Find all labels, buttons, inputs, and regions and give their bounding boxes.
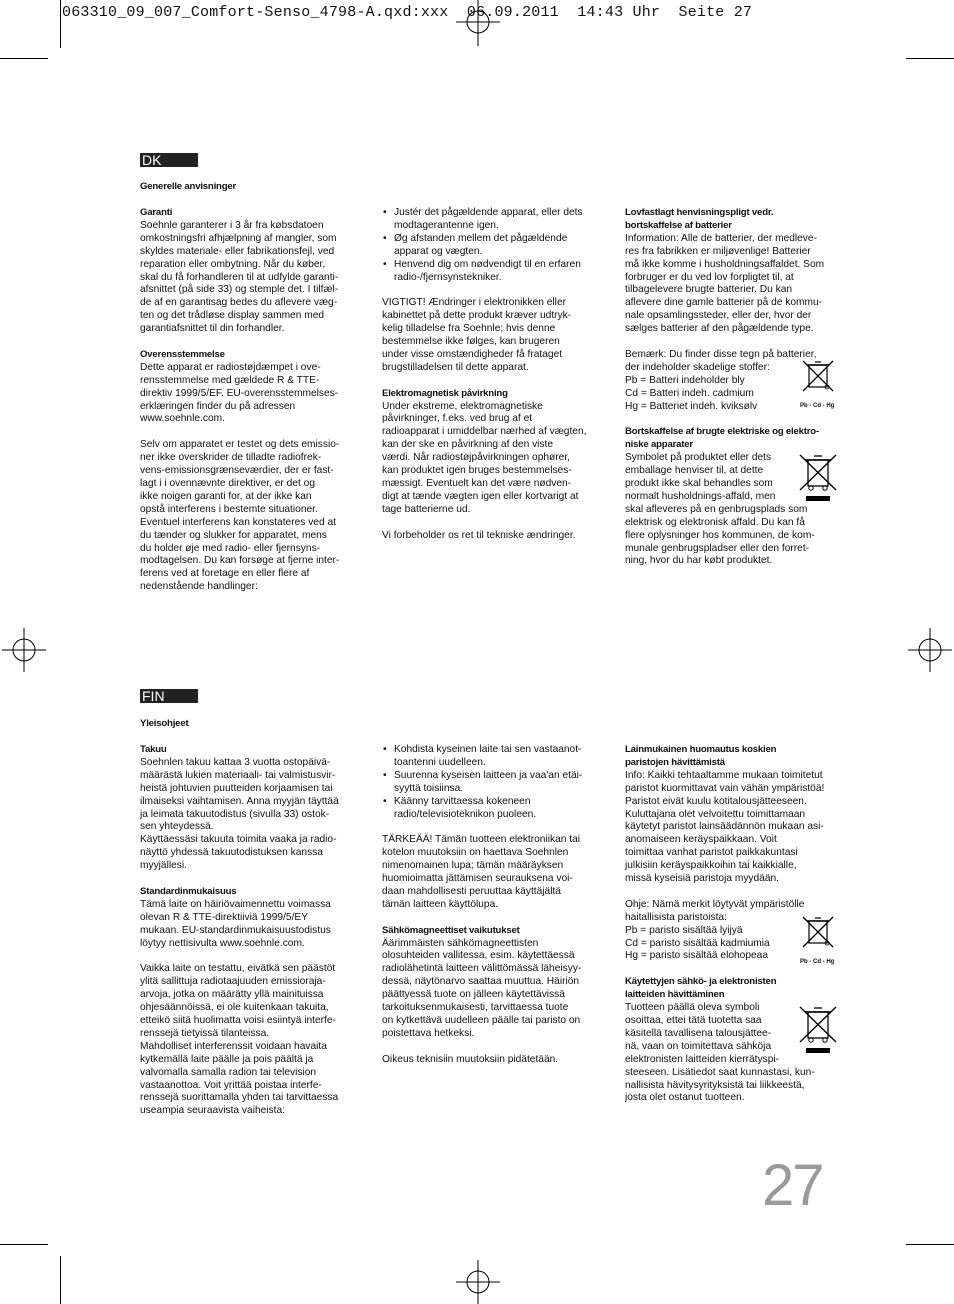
text-line: Pb = Batteri indeholder bly	[625, 374, 745, 386]
text-line: kelig tilladelse fra Soehnle; hvis denne	[382, 323, 556, 335]
registration-mark-bottom	[452, 1258, 504, 1304]
registration-mark-left	[0, 626, 48, 674]
text-line: useampia seuraavista vaiheista:	[140, 1105, 285, 1117]
text-line: Kuluttajana olet velvoitettu toimittamaan	[625, 808, 806, 820]
text-line: nale opsamlingssteder, eller der, hvor der	[625, 310, 812, 322]
text-line: määrästä lukien materiaali- tai valmistusvir-	[140, 769, 336, 781]
text-line: Selv om apparatet er testet og dets emissio-	[140, 439, 340, 451]
text-line: ohjesäännöissä, ei ole kuitenkaan takuita,	[140, 1002, 329, 1014]
crop-mark	[0, 1244, 48, 1245]
text-line: der indeholder skadelige stoffer:	[625, 361, 770, 373]
text-line: steeseen. Lisätiedot saat kunnastasi, kun-	[625, 1066, 815, 1078]
text-line: olosuhteiden vallitessa, esim. käytettäessä	[382, 950, 575, 962]
paragraph-garanti	[140, 220, 356, 336]
registration-mark-right	[906, 626, 954, 674]
crop-mark	[60, 1256, 61, 1304]
text-line: niske apparater	[625, 439, 693, 451]
text-line: ten og det trådløse display sammen med	[140, 310, 325, 322]
text-line: valvomalla samalla radion tai television	[140, 1066, 317, 1078]
heading-standardinmukaisuus: Standardinmukaisuus	[140, 885, 237, 897]
text-line: Symbolet på produktet eller dets	[625, 452, 772, 464]
paragraph-tarkeaa	[382, 834, 598, 911]
text-line: tarkoituksenmukaisesti, tarvittaessa tuote	[382, 1002, 569, 1014]
dk-column-1	[140, 207, 356, 594]
text-line: www.soehnle.com.	[140, 413, 225, 425]
text-line: Paristot eivät kuulu kotitalousjätteeseen.	[625, 795, 807, 807]
text-line: nimenomainen lupa; tämän määräyksen	[382, 860, 564, 872]
fin-column-1	[140, 744, 356, 1118]
text-line: skyldes materiale- eller fabrikationsfejl, ved	[140, 245, 335, 257]
text-line: TÄRKEÄÄ! Tämän tuotteen elektroniikan tai	[382, 834, 581, 846]
text-line: skal du få forhandleren til at udfylde garanti-	[140, 271, 339, 283]
text-line: löytyy nettisivulta www.soehnle.com.	[140, 937, 305, 949]
text-line: arvoja, jotka on määrätty yllä mainituissa	[140, 989, 324, 1001]
paragraph-lainmukainen	[625, 770, 841, 886]
text-line: mæssigt. Eventuelt kan det være nødven-	[382, 478, 572, 489]
text-line: de af en garantisag bedes du aflevere væg-	[140, 297, 338, 309]
paragraph-kaytettyjen-b	[625, 1054, 841, 1106]
text-line: osoittaa, ettei tätä tuotetta saa	[625, 1015, 762, 1026]
heading-lainmukainen	[625, 744, 841, 770]
text-line: ylitä sallittuja radiotaajuuden emissioraja-	[140, 976, 326, 988]
fin-column-2	[382, 744, 598, 1067]
section-title: Yleisohjeet	[140, 718, 189, 729]
text-line: tämän laitteen käyttölupa.	[382, 898, 499, 910]
heading-kaytettyjen	[625, 976, 841, 1002]
heading-bortskaffelse	[625, 426, 841, 452]
text-line: kotelon muutoksiin on haettava Soehnlen	[382, 847, 569, 859]
weee-bin-icon	[797, 1004, 839, 1056]
paragraph-forbehold: Vi forbeholder os ret til tekniske ændringer.	[382, 529, 576, 541]
text-line: Lainmukainen huomautus koskien	[625, 744, 777, 755]
heading-elektromagnetisk: Elektromagnetisk påvirkning	[382, 387, 508, 399]
text-line: Cd = Batteri indeh. cadmium	[625, 387, 754, 399]
text-line: Ohje: Nämä merkit löytyvät ympäristölle	[625, 898, 805, 910]
paragraph-interferenssi	[140, 963, 356, 1118]
heading-garanti: Garanti	[140, 207, 173, 218]
crop-mark	[60, 0, 61, 48]
text-line: on kytkettävä uudelleen päälle tai paristo on	[382, 1015, 581, 1026]
text-line: Lovfastlagt henvisningspligt vedr.	[625, 207, 774, 218]
text-line: laitteiden hävittäminen	[625, 989, 725, 1001]
text-line: produkt ikke skal behandles som	[625, 478, 773, 489]
text-line: julkisiin keräyspaikkoihin tai kaikkialle,	[625, 860, 797, 872]
text-line: Äärimmäisten sähkömagneettisten	[382, 937, 539, 949]
text-line: Tuotteen päällä oleva symboli	[625, 1002, 760, 1014]
section-title: Generelle anvisninger	[140, 181, 237, 192]
battery-chemical-label: Pb - Cd - Hg	[800, 402, 835, 409]
bullet-item	[382, 796, 598, 822]
bullet-line: modtagerantenne igen.	[394, 219, 499, 231]
text-line: elektrisk og elektronisk affald. Du kan få	[625, 516, 805, 528]
text-line: værdi. Når radiostøjpåvirkningen ophører,	[382, 452, 570, 464]
bullet-line: • Käänny tarvittaessa kokeneen	[394, 795, 531, 807]
text-line: lagt i i ovennævnte direktiver, er det og	[140, 478, 315, 489]
text-line: huomioimatta jättämisen seurauksena voi-	[382, 873, 573, 885]
text-line: Vaikka laite on testattu, eivätkä sen päästöt	[140, 963, 336, 975]
bullet-item	[382, 233, 598, 259]
text-line: Dette apparat er radiostøjdæmpet i ove-	[140, 361, 321, 373]
text-line: erklæringen finder du på adressen	[140, 400, 296, 412]
text-line: påvirkninger, f.eks. ved brug af et	[382, 413, 533, 425]
text-line: Pb = paristo sisältää lyijyä	[625, 924, 743, 936]
text-line: sen yhteydessä.	[140, 821, 214, 833]
text-line: VIGTIGT! Ændringer i elektronikken eller	[382, 297, 567, 309]
text-line: forbruger er du ved lov forpligtet til, at	[625, 271, 794, 283]
text-line: tage batterierne ud.	[382, 503, 471, 515]
bullet-line: • Suurenna kyseisen laitteen ja vaa'an etäi-	[394, 769, 583, 781]
text-line: modtagelsen. Du kan forsøge at fjerne inter-	[140, 555, 340, 567]
battery-bin-icon	[799, 915, 839, 961]
paragraph-oikeus: Oikeus teknisiin muutoksiin pidätetään.	[382, 1053, 559, 1065]
text-line: anomaiseen keräyspaikkaan. Voit	[625, 834, 777, 846]
dk-column-3	[625, 207, 841, 568]
heading-overensstemmelse: Overensstemmelse	[140, 348, 225, 360]
text-line: munale genbrugspladser eller den forret-	[625, 542, 810, 554]
crop-mark	[906, 1244, 954, 1245]
text-line: mukaan. EU-standardinmukaisuustodistus	[140, 924, 331, 936]
text-line: käsitellä tavallisena talousjättee-	[625, 1027, 772, 1039]
paragraph-sahkomagneettiset	[382, 938, 598, 1041]
text-line: Mahdolliset interferenssit voidaan havaita	[140, 1040, 327, 1052]
text-line: paristot kuormittavat vain vähän ympäristöä!	[625, 782, 825, 794]
text-line: renssejä tietyissä tilanteissa.	[140, 1027, 270, 1039]
text-line: elektronisten laitteiden kierrätyspi-	[625, 1053, 780, 1065]
text-line: Käyttäessäsi takuuta toimita vaaka ja radio-	[140, 834, 337, 846]
language-label-fin: FIN	[140, 689, 198, 703]
text-line: flere oplysninger hos kommunen, de kom-	[625, 529, 815, 541]
battery-chemical-label: Pb - Cd - Hg	[800, 958, 835, 965]
bullet-line: toantenni uudelleen.	[394, 756, 486, 768]
registration-mark-top	[452, 0, 504, 48]
text-line: Tämä laite on häiriövaimennettu voimassa	[140, 898, 331, 910]
crop-mark	[906, 58, 954, 59]
text-line: garantiafsnittet til din forhandler.	[140, 323, 285, 335]
text-line: missä kyseisiä paristoja myydään.	[625, 873, 780, 885]
text-line: Info: Kaikki tehtaaltamme mukaan toimitetut	[625, 769, 823, 781]
text-line: aflevere dine gamle batterier på de kommu-	[625, 297, 823, 309]
bullet-line: apparat og vægten.	[394, 245, 483, 257]
bullet-item	[382, 259, 598, 285]
bullet-item	[382, 207, 598, 233]
page-number: 27	[762, 1153, 823, 1218]
text-line: direktiv 1999/5/EF. EU-overensstemmelses-	[140, 387, 339, 399]
bullet-list	[382, 207, 598, 284]
text-line: Soehnlen takuu kattaa 3 vuotta ostopäivä-	[140, 756, 331, 768]
text-line: brugstilladelsen til dette apparat.	[382, 361, 529, 373]
text-line: etteikö siitä huolimatta voisi esiintyä interfe-	[140, 1015, 336, 1026]
crop-mark	[0, 58, 48, 59]
paragraph-lovfastlagt	[625, 233, 841, 336]
text-line: paristojen hävittämistä	[625, 756, 725, 768]
text-line: res fra fabrikken er miljøvenlige! Batterier	[625, 245, 811, 257]
text-line: reparation eller ombytning. Når du køber,	[140, 258, 326, 270]
text-line: Soehnle garanterer i 3 år fra købsdatoen	[140, 219, 324, 231]
text-line: radiolähetintä laitteen välittömässä läheisyy-	[382, 963, 582, 975]
text-line: Bortskaffelse af brugte elektriske og elektro-	[625, 426, 819, 438]
text-line: vastaanottoa. Voit yrittää poistaa interfe-	[140, 1079, 322, 1091]
text-line: Cd = paristo sisältää kadmiumia	[625, 937, 770, 949]
text-line: radioapparat i umiddelbar nærhed af vægten,	[382, 426, 587, 438]
text-line: vens-emissionsgrænseværdier, der er fast-	[140, 465, 334, 477]
text-line: renssejä suorittamalla yhden tai tarvittaessa	[140, 1092, 339, 1104]
text-line: rensstemmelse med gældede R & TTE-	[140, 374, 320, 386]
language-label-dk: DK	[140, 153, 198, 167]
text-line: afsnittet (på side 33) og stemple det. I tilfæl-	[140, 284, 339, 296]
text-line: kytkemällä laite päälle ja pois päältä ja	[140, 1053, 314, 1065]
text-line: poistettava hetkeksi.	[382, 1027, 475, 1039]
text-line: normalt husholdnings-affald, men	[625, 490, 776, 502]
text-line: olevan R & TTE-direktiiviä 1999/5/EY	[140, 911, 308, 923]
text-line: Hg = Batteriet indeh. kviksølv	[625, 400, 758, 412]
text-line: Under ekstreme, elektromagnetiske	[382, 400, 543, 412]
text-line: ja leimata takuutodistus (sivulla 33) ostok-	[140, 808, 330, 820]
heading-takuu: Takuu	[140, 744, 167, 755]
paragraph-overensstemmelse	[140, 362, 356, 427]
text-line: kan der ske en påvirkning af den viste	[382, 439, 554, 451]
bullet-line: • Henvend dig om nødvendigt til en erfaren	[394, 258, 581, 270]
text-line: digt at tænde vægten igen eller kortvarigt at	[382, 490, 579, 502]
weee-bin-icon	[797, 452, 839, 504]
text-line: kabinettet på dette produkt kræver udtryk-	[382, 310, 572, 322]
text-line: nallisista hävitysyrityksistä tai liikkeestä,	[625, 1079, 805, 1091]
text-line: Bemærk: Du finder disse tegn på batterier,	[625, 348, 817, 360]
text-line: daan mahdollisesti peruuttaa käyttäjältä	[382, 885, 561, 897]
heading-lovfastlagt	[625, 207, 841, 233]
text-line: omkostningsfri afhjælpning af mangler, som	[140, 232, 337, 244]
paragraph-vigtigt	[382, 297, 598, 374]
text-line: toimittaa vanhat paristot paikkakuntasi	[625, 847, 798, 859]
bullet-line: syyttä toisiinsa.	[394, 782, 464, 794]
text-line: sælges batterier af den pågældende type.	[625, 323, 814, 335]
heading-sahkomagneettiset: Sähkömagneettiset vaikutukset	[382, 924, 520, 936]
text-line: Information: Alle de batterier, der medleve-	[625, 232, 817, 244]
text-line: opstå interferens i bestemte situationer.	[140, 503, 318, 515]
text-line: josta olet ostanut tuotteen.	[625, 1092, 745, 1104]
text-line: ferens ved at foretage en eller flere af	[140, 568, 310, 580]
text-line: emballage henviser til, at dette	[625, 465, 764, 477]
text-line: nedenstående handlinger:	[140, 581, 258, 593]
text-line: du holder øje med radio- eller fjernsyns-	[140, 542, 321, 554]
text-line: heistä johtuvien puutteiden korjaamisen tai	[140, 782, 333, 794]
text-line: bestemmelse ikke følges, kan brugeren	[382, 336, 560, 348]
bullet-line: radio/televisioteknikon puoleen.	[394, 808, 537, 820]
text-line: Käytettyjen sähkö- ja elektronisten	[625, 976, 777, 988]
text-line: ner ikke overskrider de tilladte radiofrek-	[140, 452, 322, 464]
bullet-line: • Kohdista kyseinen laite tai sen vastaanot-	[394, 744, 582, 755]
paragraph-kaytettyjen-a	[625, 1002, 795, 1054]
text-line: haitallisista paristoista:	[625, 911, 727, 923]
bullet-list	[382, 744, 598, 821]
paragraph-bortskaffelse-b	[625, 504, 841, 569]
text-line: ning, hvor du har købt produktet.	[625, 555, 773, 567]
bullet-line: radio-/fjernsynstekniker.	[394, 271, 502, 283]
text-line: ilmaiseksi vaihtamisen. Anna myyjän täyttää	[140, 795, 339, 807]
bullet-line: • Justér det pågældende apparat, eller dets	[394, 207, 583, 218]
print-header-line: 063310_09_007_Comfort-Senso_4798-A.qxd:xxx 06.09.2011 14:43 Uhr Seite 27	[62, 4, 753, 21]
bullet-line: • Øg afstanden mellem det pågældende	[394, 232, 568, 244]
paragraph-takuu	[140, 757, 356, 873]
text-line: dessä, näytönarvo saattaa muuttua. Häiriön	[382, 976, 580, 988]
text-line: tilbagelevere brugte batterier. Du kan	[625, 284, 793, 296]
text-line: päättyessä tuote on jälleen käytettävissä	[382, 989, 565, 1001]
bullet-item	[382, 770, 598, 796]
text-line: skal afleveres på en genbrugsplads som	[625, 503, 808, 515]
dk-column-2	[382, 207, 598, 543]
text-line: Hg = paristo sisältää elohopeaa	[625, 950, 769, 962]
paragraph-elektromagnetisk	[382, 401, 598, 517]
text-line: myyjällesi.	[140, 860, 187, 872]
text-line: ikke noigen garanti for, at der ikke kan	[140, 490, 312, 502]
text-line: kan produktet igen bruges bestemmelses-	[382, 465, 572, 477]
battery-bin-icon	[799, 359, 839, 405]
text-line: under visse omstændigheder få frataget	[382, 348, 563, 360]
paragraph-bortskaffelse-a	[625, 452, 795, 504]
text-line: bortskaffelse af batterier	[625, 219, 732, 231]
text-line: må ikke komme i husholdningsaffaldet. Som	[625, 258, 825, 270]
text-line: näyttö yhdessä takuutodistuksen kanssa	[140, 847, 323, 859]
text-line: du tænder og slukker for apparatet, mens	[140, 529, 327, 541]
bullet-item	[382, 744, 598, 770]
text-line: käytetyt paristot lainsäädännön mukaan asi-	[625, 821, 824, 833]
text-line: nä, vaan on toimitettava sähköja	[625, 1040, 772, 1052]
fin-column-3	[625, 744, 841, 1105]
paragraph-interferens	[140, 439, 356, 594]
text-line: Eventuel interferens kan konstateres ved at	[140, 516, 336, 528]
paragraph-standardinmukaisuus	[140, 899, 356, 951]
